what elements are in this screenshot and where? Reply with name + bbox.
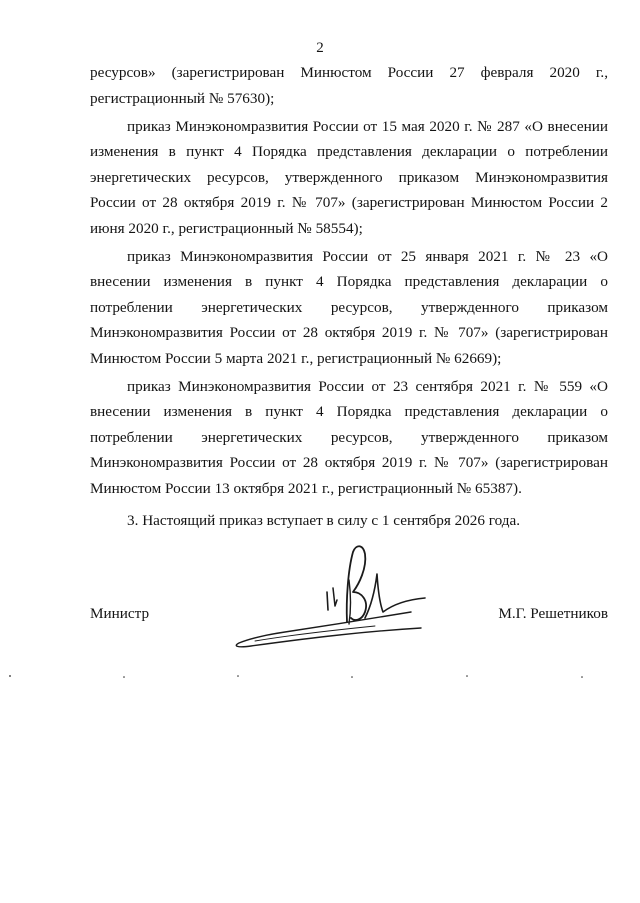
paragraph-registration-57630: ресурсов» (зарегистрирован Минюстом России 27 февраля 2020 г., регистрационный № 57630); — [90, 64, 608, 107]
signature-block — [90, 605, 608, 635]
paragraph-order-23: приказ Минэкономразвития России от 25 января 2021 г. № 23 «О внесении изменения в пункт 4 Порядка представления декларации о потреблении энергетических ресурсов, утвержденного приказом Минэкономразвития России от 28 октября 2019 г. № 707» (зарегистрирован Минюстом России 5 марта 2021 г., регистрационный № 62669); — [90, 247, 608, 367]
paragraph-order-559: приказ Минэкономразвития России от 23 сентября 2021 г. № 559 «О внесении изменения в пункт 4 Порядка представления декларации о потреблении энергетических ресурсов, утвержденного приказом Минэкономразвития России от 28 октября 2019 г. № 707» (зарегистрирован Минюстом России 13 октября 2021 г., регистрационный № 65387). — [90, 377, 608, 497]
document-body — [90, 60, 608, 534]
page-number: 2 — [316, 40, 324, 56]
handwritten-signature — [225, 540, 430, 660]
scan-artifact-dots — [0, 672, 640, 680]
paragraph-effective-date: 3. Настоящий приказ вступает в силу с 1 сентября 2026 года. — [127, 512, 521, 529]
signer-title: Министр — [90, 605, 150, 622]
paragraph-order-287: приказ Минэкономразвития России от 15 мая 2020 г. № 287 «О внесении изменения в пункт 4 Порядка представления декларации о потреблении энергетических ресурсов, утвержденного приказом Минэкономразвития России от 28 октября 2019 г. № 707» (зарегистрирован Минюстом России 2 июня 2020 г., регистрационный № 58554); — [90, 117, 608, 237]
signer-name: М.Г. Решетников — [498, 605, 608, 622]
